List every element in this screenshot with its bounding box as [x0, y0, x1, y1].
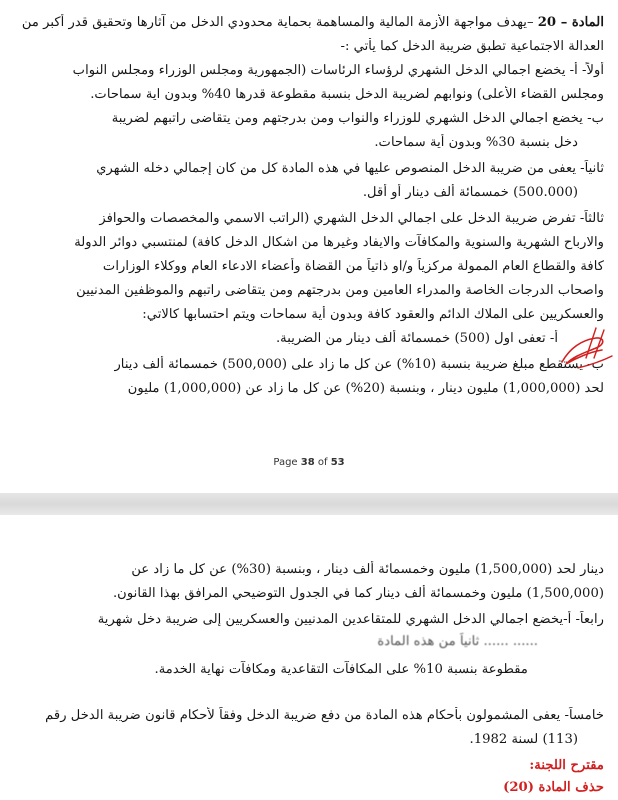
document-page-39: [0, 515, 618, 800]
text-line: مقطوعة بنسبة 10% على المكافآت التقاعدية ومكافآت نهاية الخدمة.: [154, 662, 528, 677]
text-line-obscured: ...... ...... ثانياً من هذه المادة: [377, 634, 538, 649]
page-footer: Page 38 of 53: [273, 457, 345, 468]
text-line: رابعاً- أ-يخضع اجمالي الدخل الشهري للمتقاعدين المدنيين والعسكريين إلى ضريبة دخل شهرية: [97, 612, 604, 627]
text-line: ب- يخضع اجمالي الدخل الشهري للوزراء والنواب ومن بدرجتهم ومن يتقاضى راتبهم لضريبة: [111, 111, 604, 126]
text-line: والعسكريين على الملاك الدائم والعقود كافة وبدون أية سماحات ويتم احتسابها كالاتي:: [142, 307, 604, 322]
current-page-number: 38: [300, 457, 315, 468]
text-line: كافة والقطاع العام الممولة مركزياً و/او ذاتياً من القضاة وأعضاء الادعاء العام ووكلاء الوزارات: [102, 259, 604, 274]
text-line: (1,500,000) مليون وخمسمائة ألف دينار كما في الجدول التوضيحي المرافق بهذا القانون.: [112, 586, 604, 601]
text-line: (500.000) خمسمائة ألف دينار أو أقل.: [362, 185, 578, 200]
text-line: لحد (1,000,000) مليون دينار ، وبنسبة (20%) عن كل ما زاد عن (1,000,000) مليون: [127, 381, 604, 396]
text-line: واصحاب الدرجات الخاصة والمدراء العامين ومن بدرجتهم ومن يتقاضى راتبهم والموظفين المدنيين: [76, 283, 604, 298]
article-intro-text: –يهدف مواجهة الأزمة المالية والمساهمة بحماية محدودي الدخل من آثارها وتحقيق قدر أكبر من: [21, 15, 538, 30]
text-line: دخل بنسبة 30% وبدون أية سماحات.: [374, 135, 578, 150]
article-20-intro-line: [14, 14, 604, 32]
text-line: دينار لحد (1,500,000) مليون وخمسمائة ألف دينار ، وبنسبة (30%) عن كل ما زاد عن: [131, 562, 604, 577]
total-pages: 53: [330, 457, 345, 468]
text-line: خامساً- يعفى المشمولون بأحكام هذه المادة من دفع ضريبة الدخل وفقاً لأحكام قانون ضريبة الدخل رقم: [45, 708, 604, 723]
text-line: العدالة الاجتماعية تطبق ضريبة الدخل كما يأتي :-: [340, 39, 604, 54]
text-line: (113) لسنة 1982.: [469, 732, 578, 747]
text-line: ب- يستقطع مبلغ ضريبة بنسبة (10%) عن كل ما زاد على (500,000) خمسمائة ألف دينار: [114, 357, 604, 372]
handwritten-signature: [556, 318, 616, 378]
text-line: أولاً- أ- يخضع اجمالي الدخل الشهري لرؤساء الرئاسات (الجمهورية ومجلس الوزراء ومجلس النواب: [72, 63, 604, 78]
text-line: ثانياً- يعفى من ضريبة الدخل المنصوص عليها في هذه المادة كل من كان إجمالي دخله الشهري: [96, 161, 604, 176]
text-line: والارباح الشهرية والسنوية والمكافآت والايفاد وغيرها من اشكال الدخل كافة) لمنتسبي دوائر الدولة: [74, 235, 604, 250]
committee-proposal-label: مقترح اللجنة:: [529, 758, 604, 773]
text-line: ومجلس القضاء الأعلى) ونوابهم لضريبة الدخل بنسبة مقطوعة قدرها 40% وبدون اية سماحات.: [90, 87, 604, 102]
article-number: المادة – 20: [537, 15, 604, 30]
page-separator: [0, 493, 618, 515]
text-line: ثالثاً- تفرض ضريبة الدخل على اجمالي الدخل الشهري (الراتب الاسمي والمخصصات والحوافز: [99, 211, 604, 226]
committee-proposal-text: حذف المادة (20): [503, 780, 604, 795]
text-line: أ- تعفى اول (500) خمسمائة ألف دينار من الضريبة.: [275, 331, 558, 346]
